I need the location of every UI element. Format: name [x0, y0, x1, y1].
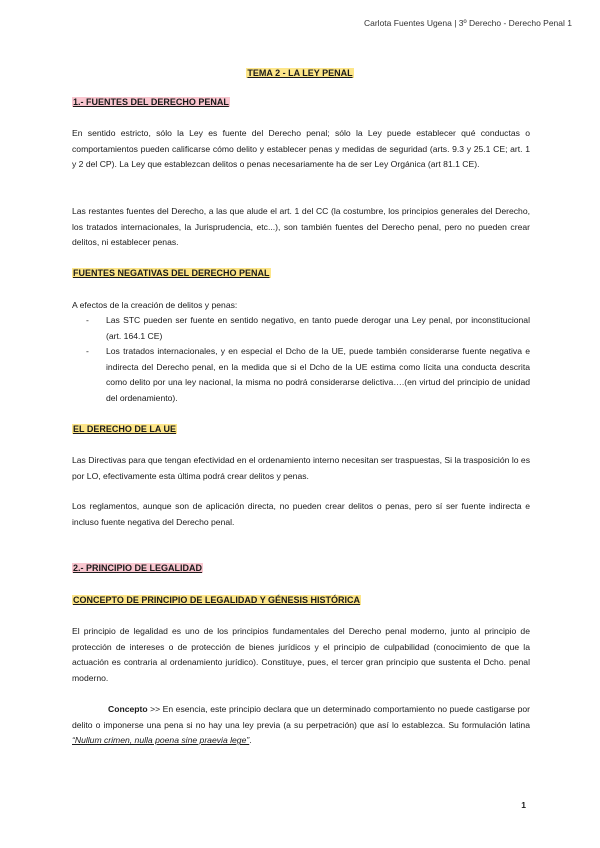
section1-paragraph-2: Las restantes fuentes del Derecho, a las que alude el art. 1 del CC (la costumbre, los principios generales del Derecho, los tratados internacionales, la Jurisprudencia, etc...), son también fuentes del Derecho penal, pero no pueden crear delitos, ni establecer penas. [72, 206, 530, 248]
section1-heading-text: 1.- FUENTES DEL DERECHO PENAL [73, 97, 229, 107]
document-title-text: TEMA 2 - LA LEY PENAL [247, 68, 353, 78]
section2-heading [72, 563, 203, 573]
concepto-text: >> En esencia, este principio declara que un determinado comportamiento no puede castigarse por delito o imponerse una pena si no hay una ley previa (a su perpetración) que así lo establezca. Su formulación latina [72, 704, 530, 730]
section1-heading [72, 97, 230, 107]
concepto-end: . [249, 735, 252, 746]
concepto-label: Concepto [108, 704, 148, 714]
section2-subheading [72, 595, 361, 605]
ue-paragraph-2: Los reglamentos, aunque son de aplicación directa, no pueden crear delitos o penas, pero sí ser fuente indirecta e incluso fuente negativa del Derecho penal. [72, 501, 530, 527]
latin-formula: “Nullum crimen, nulla poena sine praevia lege” [72, 735, 250, 746]
section2-paragraph-1: El principio de legalidad es uno de los principios fundamentales del Derecho penal moderno, junto al principio de protección de intereses o de protección de bienes jurídicos y el principio de culpabilidad (conocimiento de que la actuación es contraria al ordenamiento jurídico). Constituye, pues, el tercer gran principio que sustenta el Dcho. penal moderno. [72, 626, 530, 683]
negativas-heading-text: FUENTES NEGATIVAS DEL DERECHO PENAL [73, 268, 270, 278]
ue-heading-text: EL DERECHO DE LA UE [73, 424, 177, 434]
negativas-intro: A efectos de la creación de delitos y penas: [72, 300, 238, 310]
section2-heading-text: 2.- PRINCIPIO DE LEGALIDAD [73, 563, 203, 573]
list-item: - Las STC pueden ser fuente en sentido negativo, en tanto puede derogar una Ley penal, por inconstitucional (art. 164.1 CE) [86, 315, 530, 341]
ue-paragraph-1: Las Directivas para que tengan efectividad en el ordenamiento interno necesitan ser traspuestas, Si la trasposición lo es por LO, efectivamente esta última podrá crear delitos y penas. [72, 455, 530, 481]
list-item: - Los tratados internacionales, y en especial el Dcho de la UE, puede también considerarse fuente negativa e indirecta del Derecho penal, en la medida que si el Dcho de la UE estima como lícita una conducta descrita como delito por una ley nacional, la misma no podrá considerarse delictiva….(en virtud del principio de unidad del ordenamiento). [86, 346, 530, 403]
page-number: 1 [521, 800, 526, 810]
section1-paragraph-1: En sentido estricto, sólo la Ley es fuente del Derecho penal; sólo la Ley puede establecer qué conductas o comportamientos pueden calificarse cómo delito y establecer penas y medidas de seguridad (arts. 9.3 y 25.1 CE; art. 1 y 2 del CP). La Ley que establezcan delitos o penas necesariamente ha de ser Ley Orgánica (art 81.1 CE). [72, 128, 530, 170]
list-item-text: Las STC pueden ser fuente en sentido negativo, en tanto puede derogar una Ley penal, por inconstitucional (art. 164.1 CE) [106, 315, 530, 341]
document-title [0, 68, 600, 78]
negativas-list [72, 313, 530, 407]
concepto-paragraph [72, 702, 530, 749]
list-item-text: Los tratados internacionales, y en especial el Dcho de la UE, puede también considerarse fuente negativa e indirecta del Derecho penal, en la medida que si el Dcho de la UE estima como lícita una conducta descrita como delito por una ley nacional, la misma no podrá considerarse delictiva….(en virtud del principio de unidad del ordenamiento). [106, 346, 530, 403]
section2-subheading-text: CONCEPTO DE PRINCIPIO DE LEGALIDAD Y GÉNESIS HISTÓRICA [73, 595, 361, 605]
negativas-heading [72, 268, 271, 278]
page-header: Carlota Fuentes Ugena | 3º Derecho - Derecho Penal 1 [363, 18, 572, 28]
ue-heading [72, 424, 177, 434]
